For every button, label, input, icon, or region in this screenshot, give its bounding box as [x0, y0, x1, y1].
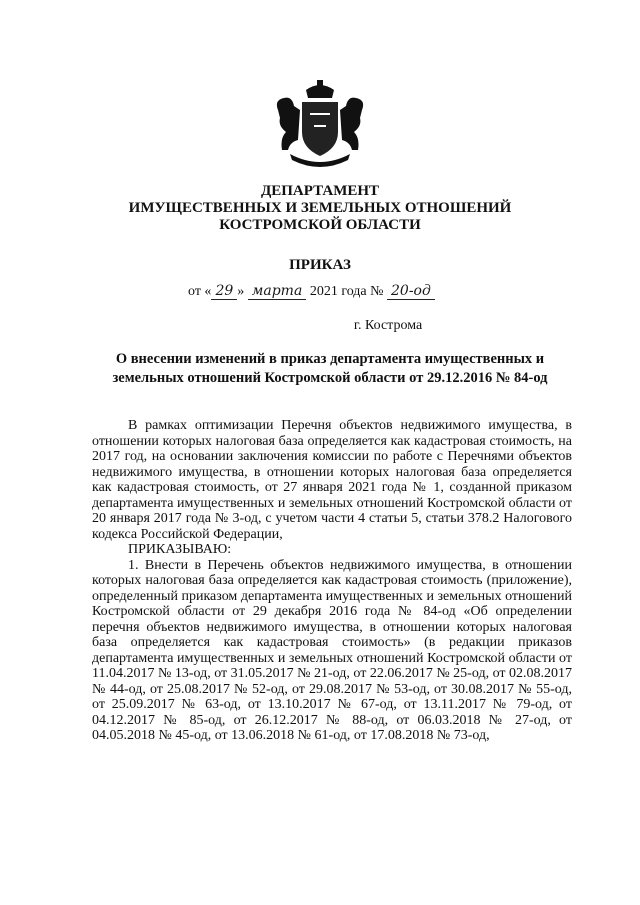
preamble-paragraph: В рамках оптимизации Перечня объектов недвижимого имущества, в отношении которых налоговая база определяется как кадастровая стоимость, на 2017 год, на основании заключения комиссии по работе с Перечнями объектов недвижимого имущества, в отношении которых налоговая база определяется как кадастровая стоимость, от 27 января 2021 года № 1, созданной приказом департамента имущественных и земельных отношений Костромской области от 20 января 2017 года № 3-од, с учетом части 4 статьи 5, статьи 378.2 Налогового кодекса Российской Федерации, [92, 418, 572, 542]
handwritten-month: марта [248, 283, 307, 300]
handwritten-number: 20-од [387, 283, 435, 300]
subject-line: О внесении изменений в приказ департамента имущественных и [115, 351, 545, 367]
city: г. Кострома [353, 318, 423, 333]
department-line: ИМУЩЕСТВЕННЫХ И ЗЕМЕЛЬНЫХ ОТНОШЕНИЙ [128, 200, 512, 216]
order-subject [60, 350, 600, 388]
command-word: ПРИКАЗЫВАЮ: [128, 542, 232, 557]
department-line: ДЕПАРТАМЕНТ [260, 183, 380, 199]
department-header [0, 183, 640, 234]
date-prefix: от « [188, 284, 212, 299]
clause-paragraph: 1. Внести в Перечень объектов недвижимого имущества, в отношении которых налоговая база определяется как кадастровая стоимость (приложение), определенный приказом департамента имущественных и земельных отношений Костромской области от 29 декабря 2016 года № 84-од «Об определении перечня объектов недвижимого имущества, в отношении которых налоговая база определяется как кадастровая стоимость» (в редакции приказов департамента имущественных и земельных отношений Костромской области от 11.04.2017 № 13-од, от 31.05.2017 № 21-од, от 22.06.2017 № 25-од, от 02.08.2017 № 44-од, от 25.08.2017 № 52-од, от 29.08.2017 № 53-од, от 30.08.2017 № 55-од, от 25.09.2017 № 63-од, от 13.10.2017 № 67-од, от 13.11.2017 № 79-од, от 04.12.2017 № 85-од, от 26.12.2017 № 88-од, от 06.03.2018 № 27-од, от 04.05.2018 № 45-од, от 13.06.2018 № 61-од, от 17.08.2018 № 73-од, [92, 557, 572, 743]
date-mid: » [237, 284, 245, 299]
subject-line: земельных отношений Костромской области от 29.12.2016 № 84-од [112, 370, 548, 386]
year-text: 2021 года № [309, 284, 384, 299]
order-body [92, 418, 572, 744]
handwritten-day: 29 [211, 283, 237, 300]
department-line: КОСТРОМСКОЙ ОБЛАСТИ [219, 217, 421, 233]
order-title: ПРИКАЗ [289, 257, 351, 273]
coat-of-arms-emblem [270, 80, 370, 170]
order-dateline [188, 283, 488, 300]
